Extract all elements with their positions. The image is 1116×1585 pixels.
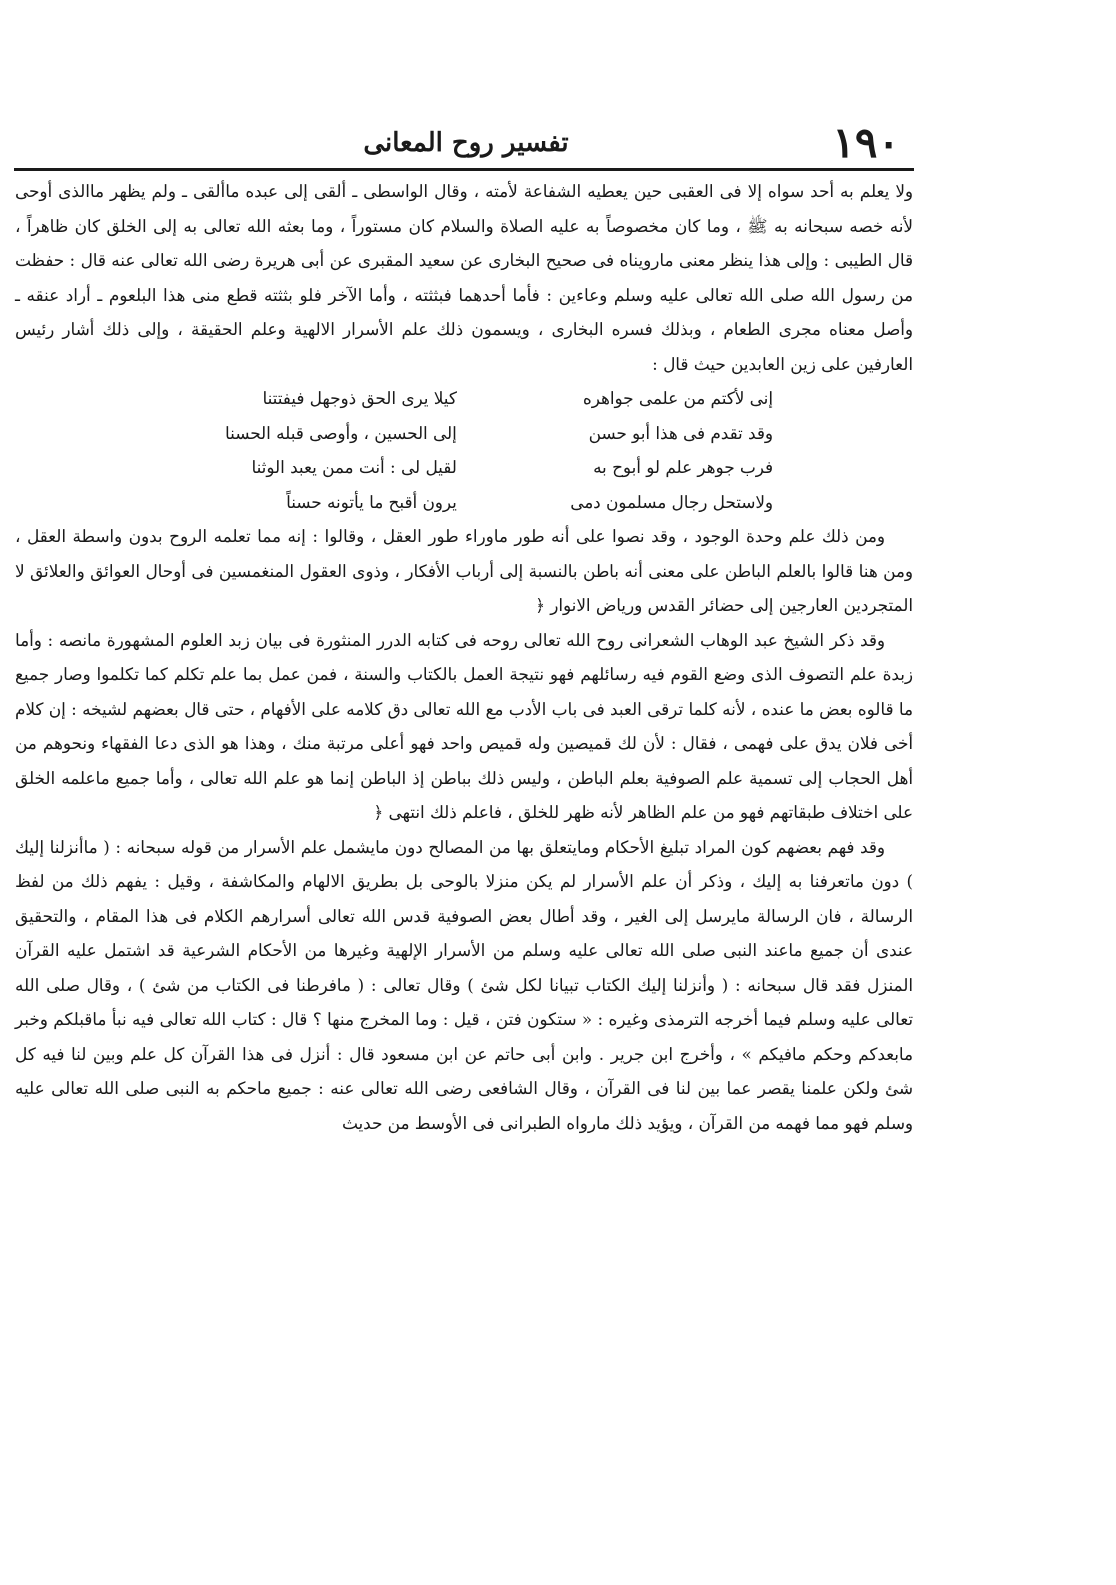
- poem: [165, 381, 773, 519]
- poem-verse: [165, 381, 773, 416]
- verse-second-hemistich: إلى الحسين ، وأوصى قبله الحسنا: [225, 422, 457, 443]
- verse-first-hemistich: إنى لأكتم من علمى جواهره: [582, 388, 773, 408]
- verse-first-hemistich: ولاستحل رجال مسلمون دمى: [570, 491, 773, 512]
- verse-second-hemistich: لقيل لى : أنت ممن يعبد الوثنا: [251, 457, 457, 477]
- main-text: [15, 174, 913, 1140]
- page-number: ١٩٠: [832, 118, 900, 167]
- header-rule: [14, 168, 914, 171]
- verse-second-hemistich: كيلا يرى الحق ذوجهل فيفتتنا: [262, 388, 457, 408]
- page-header: [18, 118, 914, 168]
- paragraph: ولا يعلم به أحد سواه إلا فى العقبى حين يعطيه الشفاعة لأمته ، وقال الواسطى ـ ألقى إلى عبده ماألقى ـ ولم يظهر ماالذى أوحى لأنه خصه سبحانه به ﷺ ، وما كان مخصوصاً به عليه الصلاة والسلام كان مستوراً ، وما بعثه الله تعالى به إلى الخلق كان ظاهراً ، قال الطيبى : وإلى هذا ينظر معنى مارويناه فى صحيح البخارى عن سعيد المقبرى عن أبى هريرة رضى الله تعالى عنه قال : حفظت من رسول الله صلى الله تعالى عليه وسلم وعاءين : فأما أحدهما فبثثته ، وأما الآخر فلو بثثته قطع منى هذا البلعوم ـ أراد عنقه ـ وأصل معناه مجرى الطعام ، وبذلك فسره البخارى ، ويسمون ذلك علم الأسرار الالهية وعلم الحقيقة ، وإلى ذلك أشار رئيس العارفين على زين العابدين حيث قال :: [15, 181, 913, 374]
- paragraph: وقد فهم بعضهم كون المراد تبليغ الأحكام ومايتعلق بها من المصالح دون مايشمل علم الأسرار من قوله سبحانه : ( ماأنزلنا إليك ) دون ماتعرفنا به إليك ، وذكر أن علم الأسرار لم يكن منزلا بالوحى بل بطريق الالهام والمكاشفة ، وقيل : يفهم ذلك من لفظ الرسالة ، فان الرسالة مايرسل إلى الغير ، وقد أطال بعض الصوفية قدس الله تعالى أسرارهم الكلام فى هذا المقام ، والتحقيق عندى أن جميع ماعند النبى صلى الله تعالى عليه وسلم من الأسرار الإلهية وغيرها من الأحكام الشرعية قد اشتمل عليه القرآن المنزل فقد قال سبحانه : ( وأنزلنا إليك الكتاب تبيانا لكل شئ ) وقال تعالى : ( مافرطنا فى الكتاب من شئ ) ، وقال صلى الله تعالى عليه وسلم فيما أخرجه الترمذى وغيره : « ستكون فتن ، قيل : وما المخرج منها ؟ قال : كتاب الله تعالى فيه نبأ ماقبلكم وخبر مابعدكم وحكم مافيكم » ، وأخرج ابن جرير . وابن أبى حاتم عن ابن مسعود قال : أنزل فى هذا القرآن كل علم وبين لنا فيه كل شئ ولكن علمنا يقصر عما بين لنا فى القرآن ، وقال الشافعى رضى الله تعالى عنه : جميع ماحكم به النبى صلى الله تعالى عليه وسلم فهو مما فهمه من القرآن ، ويؤيد ذلك مارواه الطبرانى فى الأوسط من حديث: [15, 836, 913, 1133]
- running-title: تفسير روح المعانى: [363, 128, 569, 158]
- paragraph: ومن ذلك علم وحدة الوجود ، وقد نصوا على أنه طور ماوراء طور العقل ، وقالوا : إنه مما تعلمه الروح بدون واسطة العقل ، ومن هنا قالوا بالعلم الباطن على معنى أنه باطن بالنسبة إلى أرباب الأفكار ، وذوى العقول المنغمسين فى أوحال العوائق والعلائق لا المتجردين العارجين إلى حضائر القدس ورياض الانوار ﴿: [15, 526, 913, 615]
- verse-second-hemistich: يرون أقبح ما يأتونه حسناً: [286, 491, 457, 512]
- verse-first-hemistich: فرب جوهر علم لو أبوح به: [593, 457, 773, 477]
- verse-first-hemistich: وقد تقدم فى هذا أبو حسن: [588, 422, 773, 443]
- poem-verse: [165, 416, 773, 451]
- poem-verse: [165, 450, 773, 485]
- paragraph: وقد ذكر الشيخ عبد الوهاب الشعرانى روح الله تعالى روحه فى كتابه الدرر المنثورة فى بيان زبد العلوم المشهورة مانصه : وأما زبدة علم التصوف الذى وضع القوم فيه رسائلهم فهو نتيجة العمل بالكتاب والسنة ، فمن عمل بما علم تكلم كما تكلموا وصار جميع ما قالوه بعض ما عنده ، لأنه كلما ترقى العبد فى باب الأدب مع الله تعالى دق كلامه على الأفهام ، حتى قال بعضهم لشيخه : إن كلام أخى فلان يدق على فهمى ، فقال : لأن لك قميصين وله قميص واحد فهو أعلى مرتبة منك ، وهذا هو الذى دعا الفقهاء ونحوهم من أهل الحجاب إلى تسمية علم الصوفية بعلم الباطن ، وليس ذلك بباطن إذ الباطن إنما هو علم الله تعالى ، وأما جميع ماعلمه الخلق على اختلاف طبقاتهم فهو من علم الظاهر لأنه ظهر للخلق ، فاعلم ذلك انتهى ﴿: [15, 629, 913, 822]
- poem-verse: [165, 485, 773, 520]
